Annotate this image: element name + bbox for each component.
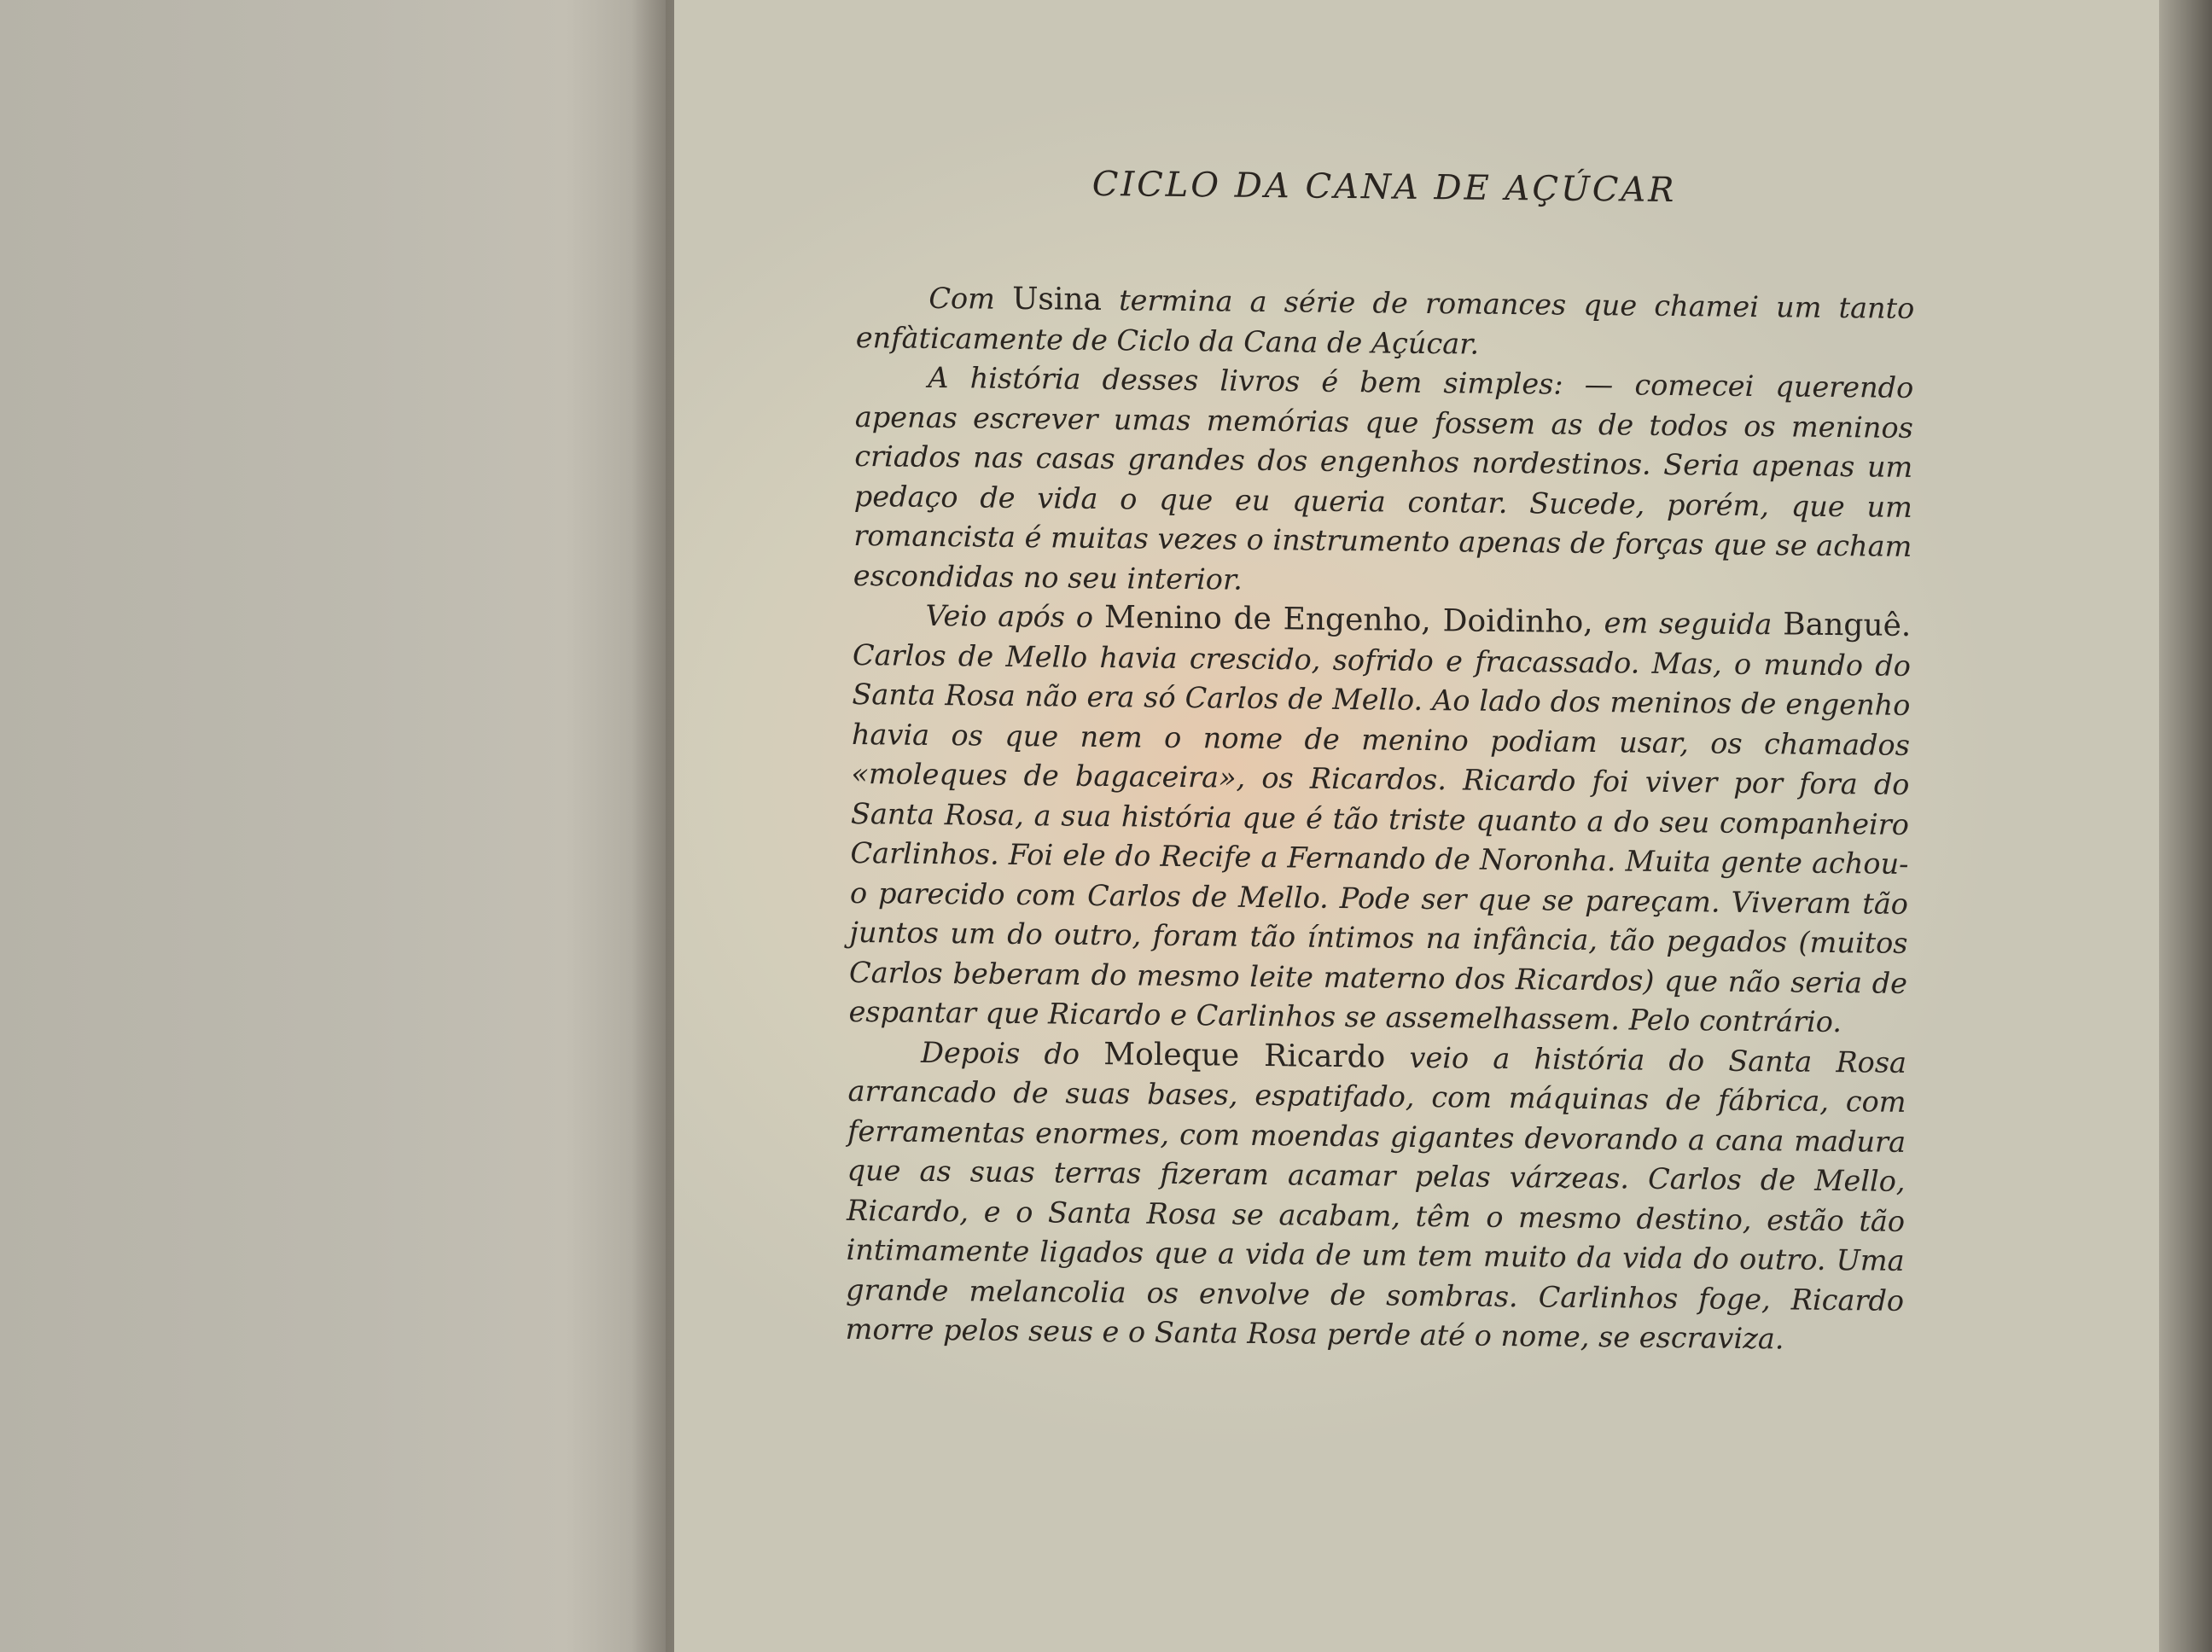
paragraph-2 (853, 358, 1914, 607)
paragraph-3-text: Carlos de Mello havia crescido, sofrido e fracassado. Mas, o mundo do Santa Rosa não era só Carlos de Mello. Ao lado dos meninos de engenho havia os que nem o nome de menino podiam usar, os chamados «moleques de bagaceira», os Ricardos. Ricardo foi viver por fora do Santa Rosa, a sua história que é tão triste quanto a do seu companheiro Carlinhos. Foi ele do Recife a Fernando de Noronha. Muita gente achou-o parecido com Carlos de Mello. Pode ser que se pareçam. Viveram tão juntos um do outro, foram tão íntimos na infância, tão pegados (muitos Carlos beberam do mesmo leite materno dos Ricardos) que não seria de espantar que Ricardo e Carlinhos se assemelhassem. Pelo contrário. (848, 637, 1912, 1039)
paragraph-4-text: veio a história do Santa Rosa arrancado de suas bases, espatifado, com máquinas de fábrica, com ferramentas enormes, com moendas gigantes devorando a cana madura que as suas terras fizeram acamar pelas várzeas. Carlos de Mello, Ricardo, e o Santa Rosa se acabam, têm o mesmo destino, estão tão intimamente ligados que a vida de um tem muito da vida do outro. Uma grande melancolia os envolve de sombras. Carlinhos foge, Ricardo morre pelos seus e o Santa Rosa perde até o nome, se escraviza. (845, 1040, 1907, 1356)
chapter-title: CICLO DA CANA DE AÇÚCAR (1091, 164, 1677, 211)
left-page-blank (0, 0, 666, 1652)
work-titles-menino-doidinho: Menino de Engenho, Doidinho, (1103, 600, 1593, 641)
paragraph-1 (856, 278, 1915, 369)
paragraph-4-intro: Depois do (920, 1035, 1080, 1071)
paragraph-3-mid: em seguida (1604, 606, 1773, 642)
paragraph-1-intro: Com (928, 281, 996, 316)
work-title-usina: Usina (1011, 281, 1103, 318)
paragraph-4 (845, 1032, 1906, 1360)
paragraph-3-intro: Veio após o (925, 598, 1094, 634)
page-text-block (845, 162, 1916, 1360)
paragraph-2-text: A história desses livros é bem simples: — comecei querendo apenas escrever umas memórias que fossem as de todos os meninos criados nas casas grandes dos engenhos nordestinos. Seria apenas um pedaço de vida o que eu queria contar. Sucede, porém, que um romancista é muitas vezes o instrumento apenas de forças que se acham escondidas no seu interior. (853, 360, 1914, 596)
paragraph-1-text: termina a série de romances que chamei um tanto enfàticamente de Ciclo da Cana de Açúcar. (855, 283, 1915, 361)
paragraph-3 (848, 596, 1911, 1043)
work-title-bangue: Banguê. (1783, 607, 1912, 643)
work-title-moleque-ricardo: Moleque Ricardo (1103, 1036, 1386, 1075)
page-edge (2159, 0, 2212, 1652)
